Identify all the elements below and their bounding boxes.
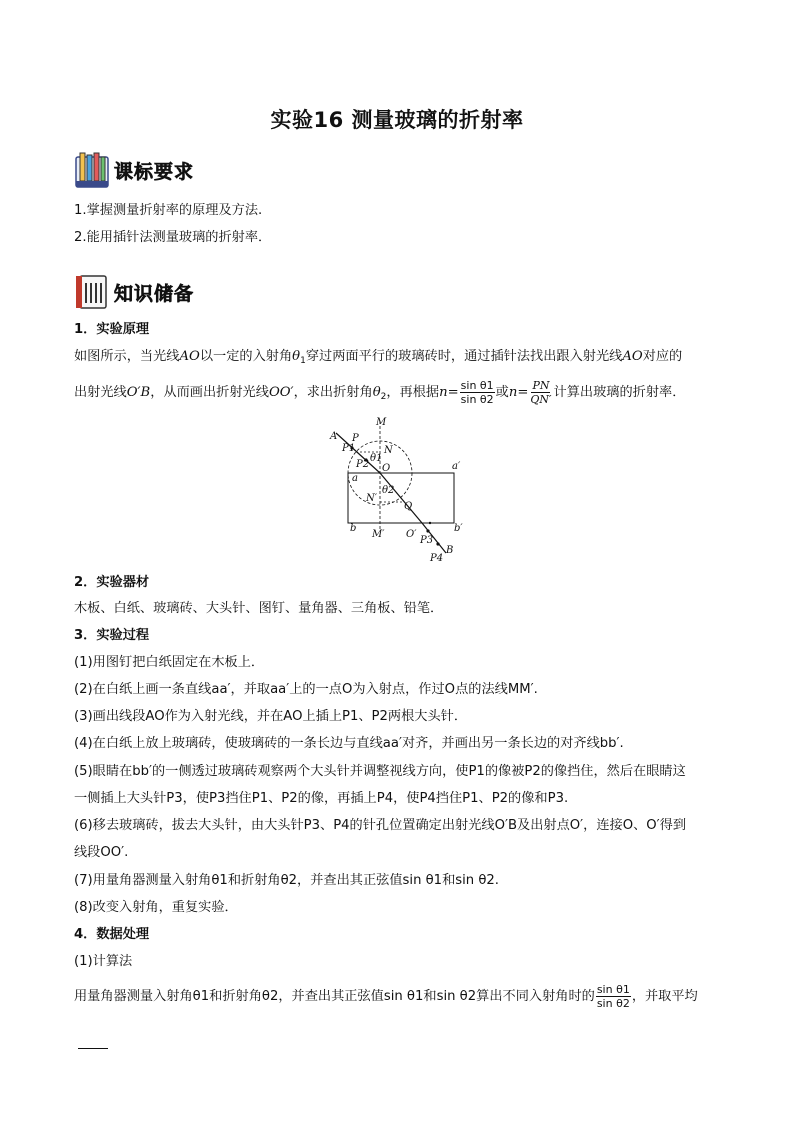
label-a: a — [352, 473, 358, 484]
label-M-prime: M′ — [372, 529, 385, 540]
label-theta2: θ2 — [382, 485, 395, 496]
label-B: B — [446, 545, 454, 556]
page-title: 实验16 测量玻璃的折射率 — [270, 108, 524, 132]
label-N: N — [384, 445, 393, 456]
subheading-process: 3．实验过程 — [74, 628, 150, 643]
label-N-prime: N′ — [366, 493, 378, 504]
label-M: M — [376, 417, 387, 428]
process-step: (5)眼睛在bb′的一侧透过玻璃砖观察两个大头针并调整视线方向，使P1的像被P2的像挡住，然后在眼睛这 — [74, 764, 686, 779]
subheading-equipment: 2．实验器材 — [74, 575, 150, 590]
section-header-requirements — [74, 150, 194, 190]
test-tubes-icon — [74, 151, 110, 189]
subheading-principle: 1．实验原理 — [74, 322, 150, 337]
method-label: (1)计算法 — [74, 954, 133, 969]
process-step: (1)用图钉把白纸固定在木板上． — [74, 655, 265, 670]
formula-sine-ratio: $\frac{\text{sin θ1}}{\text{sin θ2}}$ — [596, 982, 630, 1010]
process-step: (3)画出线段AO作为入射光线，并在AO上插上P1、P2两根大头针． — [74, 709, 468, 724]
label-O: O — [382, 463, 391, 474]
process-step: 一侧插上大头针P3，使P3挡住P1、P2的像，再插上P4，使P4挡住P1、P2的像和P3. — [74, 791, 569, 806]
continuation-mark — [74, 1030, 108, 1050]
label-O-prime: O′ — [406, 529, 417, 540]
data-processing-text: 用量角器测量入射角θ1和折射角θ2，并查出其正弦值sin θ1和sin θ2算出不同入射角时的 $\frac{\text{sin θ1}}{\text{sin θ2}}$ ，并取平均 — [74, 982, 698, 1010]
section-title: 课标要求 — [114, 160, 195, 183]
requirement-item: 2.能用插针法测量玻璃的折射率． — [74, 230, 272, 245]
formula-sine-ratio: $\frac{\text{sin θ1}}{\text{sin θ2}}$ — [460, 378, 494, 406]
subheading-data-processing: 4．数据处理 — [74, 927, 150, 942]
process-step: (8)改变入射角，重复实验． — [74, 900, 238, 915]
label-P2: P2 — [356, 459, 370, 470]
label-A: A — [330, 431, 338, 442]
label-a-prime: a′ — [452, 461, 461, 472]
refraction-diagram — [326, 413, 470, 565]
formula-length-ratio: $\frac{PN}{QN'}$ — [530, 378, 552, 406]
label-theta1: θ1 — [370, 453, 383, 464]
section-header-knowledge — [74, 272, 194, 312]
principle-line-2: 出射光线O′B，从而画出折射光线OO′，求出折射角$\theta_2$，再根据n= $\frac{\text{sin θ1}}{\text{sin θ2}}$ 或n= $\frac{PN}{QN'}$ 计算出玻璃的折射率． — [74, 378, 686, 406]
label-Q: Q — [404, 501, 413, 512]
label-b: b — [350, 523, 357, 534]
label-P1: P1 — [342, 443, 356, 454]
equipment-text: 木板、白纸、玻璃砖、大头针、图钉、量角器、三角板、铅笔． — [74, 601, 444, 616]
process-step: (2)在白纸上画一条直线aa′，并取aa′上的一点O为入射点，作过O点的法线MM′. — [74, 682, 538, 697]
label-P3: P3 — [420, 535, 434, 546]
notebook-icon — [74, 273, 110, 311]
section-title: 知识储备 — [114, 282, 195, 305]
process-step: (4)在白纸上放上玻璃砖，使玻璃砖的一条长边与直线aa′对齐，并画出另一条长边的对齐线bb′. — [74, 736, 624, 751]
label-P: P — [352, 433, 359, 444]
label-P4: P4 — [430, 553, 444, 564]
label-b-prime: b′ — [454, 523, 463, 534]
process-step: 线段OO′. — [74, 845, 129, 860]
process-step: (7)用量角器测量入射角θ1和折射角θ2，并查出其正弦值sin θ1和sin θ2. — [74, 873, 499, 888]
principle-line-1: 如图所示，当光线AO以一定的入射角$\theta_1$穿过两面平行的玻璃砖时，通过插针法找出跟入射光线AO对应的 — [74, 349, 683, 366]
process-step: (6)移去玻璃砖，拔去大头针，由大头针P3、P4的针孔位置确定出射光线O′B及出射点O′，连接O、O′得到 — [74, 818, 687, 833]
requirement-item: 1.掌握测量折射率的原理及方法. — [74, 203, 263, 218]
